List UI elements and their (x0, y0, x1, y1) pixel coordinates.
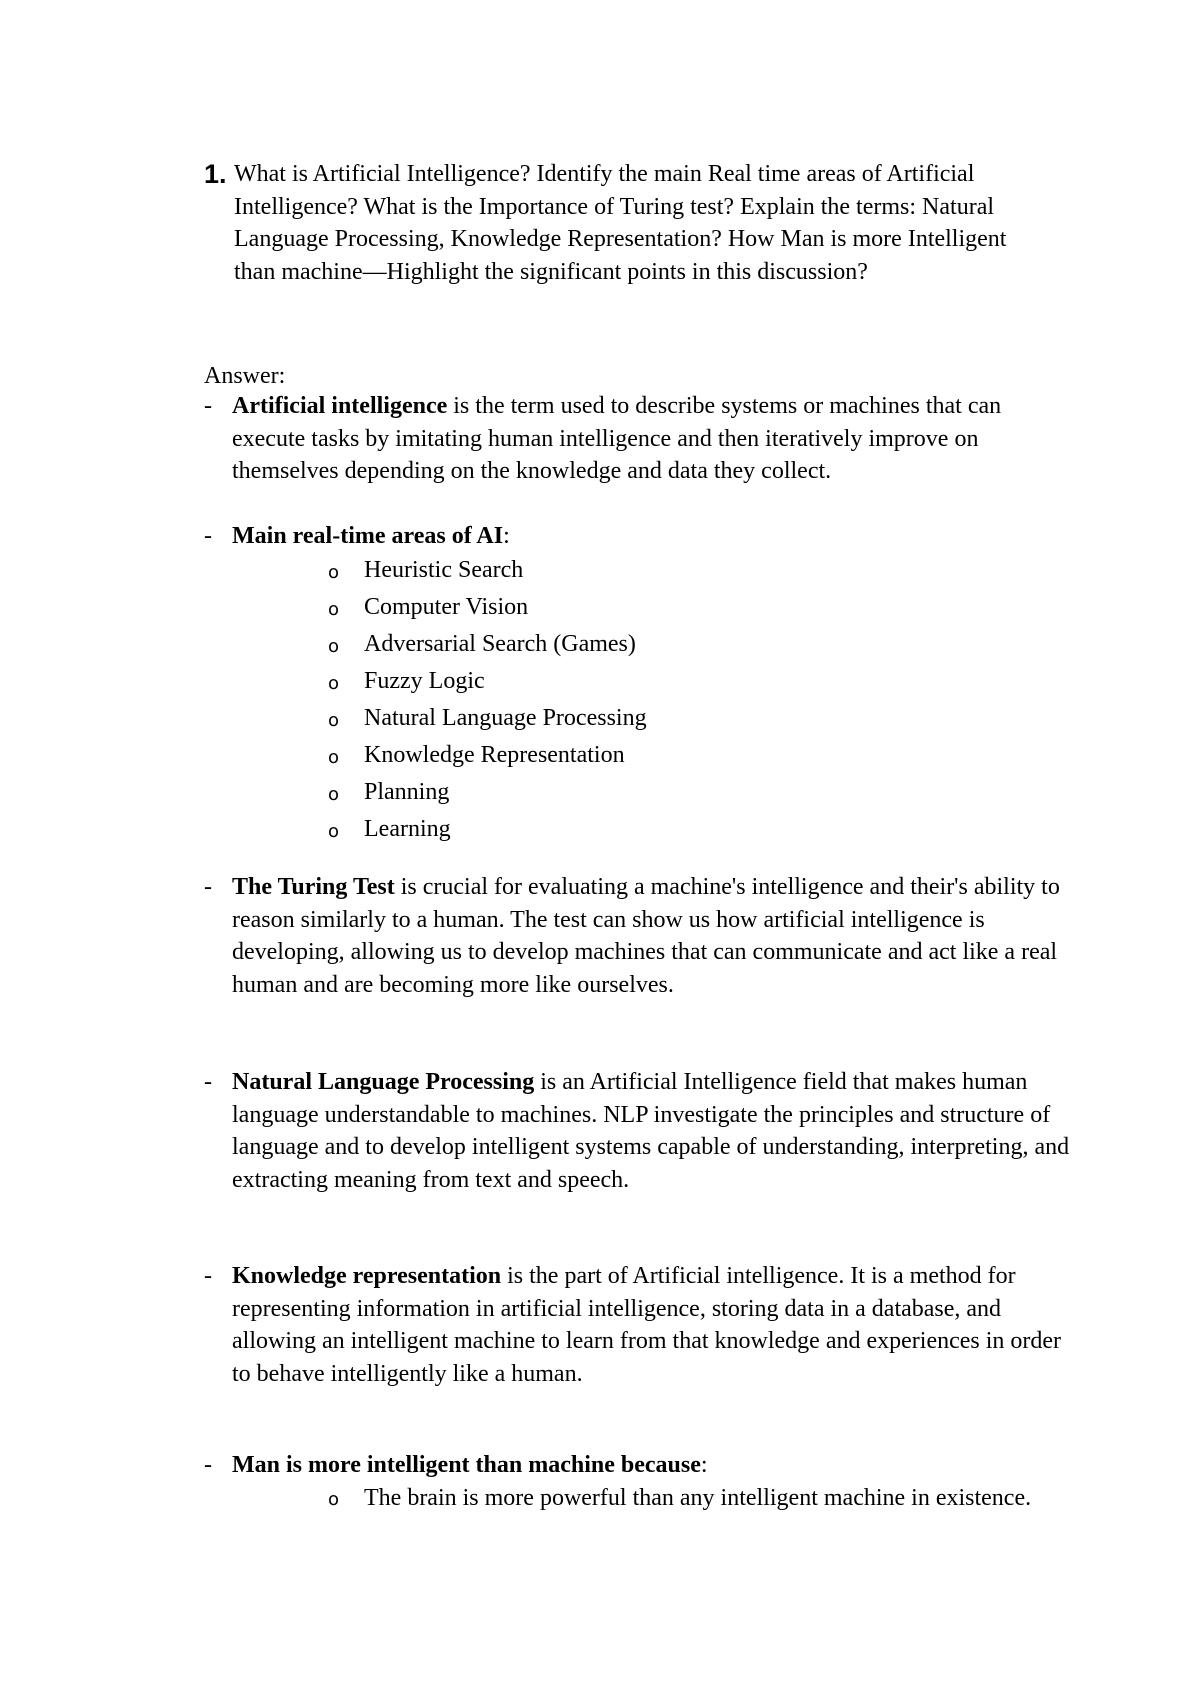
list-item: o Knowledge Representation (328, 738, 1088, 775)
bullet-text: : (503, 523, 510, 549)
sub-bullet-marker: o (328, 821, 340, 842)
bullet-body (232, 1260, 1077, 1390)
ai-areas-list (328, 553, 1088, 849)
bullet-knowledge-representation (204, 1260, 1084, 1390)
question-text: What is Artificial Intelligence? Identify the main Real time areas of Artificial Intelligence? What is the Importance of Turing test? Explain the terms: Natural Language Processing, Knowledge Representation? How Man is more Intelligent than machine—Highlight the significant points in this discussion? (234, 161, 1007, 285)
bullet-term: Artificial intelligence (232, 393, 448, 419)
bullet-text: is an Artificial Intelligence field that makes human language understandable to machines. NLP investigate the principles and structure of language and to develop intelligent systems capable of understanding, interpreting, and extracting meaning from text and speech. (232, 1069, 1070, 1193)
sub-bullet-marker: o (328, 599, 340, 620)
bullet-marker: - (204, 1069, 212, 1095)
bullet-ai-definition (204, 390, 1084, 488)
bullet-marker: - (204, 874, 212, 900)
bullet-nlp (204, 1066, 1084, 1196)
bullet-text: : (700, 1452, 708, 1478)
bullet-body (232, 871, 1077, 1001)
list-item: o Planning (328, 775, 1088, 812)
question-block (204, 158, 1064, 288)
sub-bullet-marker: o (328, 673, 340, 694)
list-item: o Adversarial Search (Games) (328, 627, 1088, 664)
bullet-body (232, 1449, 1077, 1482)
list-item: o Learning (328, 812, 1088, 849)
bullet-term: Natural Language Processing (232, 1069, 535, 1095)
bullet-marker: - (204, 1263, 212, 1289)
bullet-marker: - (204, 523, 212, 549)
answer-label: Answer: (204, 363, 286, 389)
list-item: o The brain is more powerful than any intelligent machine in existence. (328, 1482, 1088, 1517)
bullet-turing-test (204, 871, 1084, 1001)
bullet-body (232, 390, 1077, 488)
sub-bullet-marker: o (328, 1489, 340, 1510)
bullet-ai-areas (204, 520, 1084, 553)
bullet-text: is crucial for evaluating a machine's intelligence and their's ability to reason similarly to a human. The test can show us how artificial intelligence is developing, allowing us to develop machines that can communicate and act like a real human and are becoming more like ourselves. (232, 874, 1060, 998)
bullet-man-vs-machine (204, 1449, 1084, 1482)
bullet-text: is the term used to describe systems or machines that can execute tasks by imitating human intelligence and then iteratively improve on themselves depending on the knowledge and data they collect. (232, 393, 1002, 484)
sub-bullet-marker: o (328, 710, 340, 731)
bullet-body (232, 520, 1077, 553)
sub-bullet-marker: o (328, 784, 340, 805)
bullet-term: Knowledge representation (232, 1263, 502, 1289)
sub-bullet-marker: o (328, 747, 340, 768)
bullet-term: Man is more intelligent than machine because (232, 1452, 701, 1478)
bullet-body (232, 1066, 1077, 1196)
sub-bullet-marker: o (328, 636, 340, 657)
bullet-marker: - (204, 393, 212, 419)
sub-bullet-marker: o (328, 562, 340, 583)
bullet-term: The Turing Test (232, 874, 395, 900)
list-item: o Fuzzy Logic (328, 664, 1088, 701)
list-item: o Heuristic Search (328, 553, 1088, 590)
man-vs-machine-list (328, 1482, 1088, 1517)
list-item: o Computer Vision (328, 590, 1088, 627)
bullet-marker: - (204, 1452, 212, 1478)
bullet-term: Main real-time areas of AI (232, 523, 504, 549)
list-item: o Natural Language Processing (328, 701, 1088, 738)
bullet-text: is the part of Artificial intelligence. It is a method for representing information in artificial intelligence, storing data in a database, and allowing an intelligent machine to learn from that knowledge and experiences in order to behave intelligently like a human. (232, 1263, 1062, 1387)
question-number: 1. (204, 159, 227, 189)
